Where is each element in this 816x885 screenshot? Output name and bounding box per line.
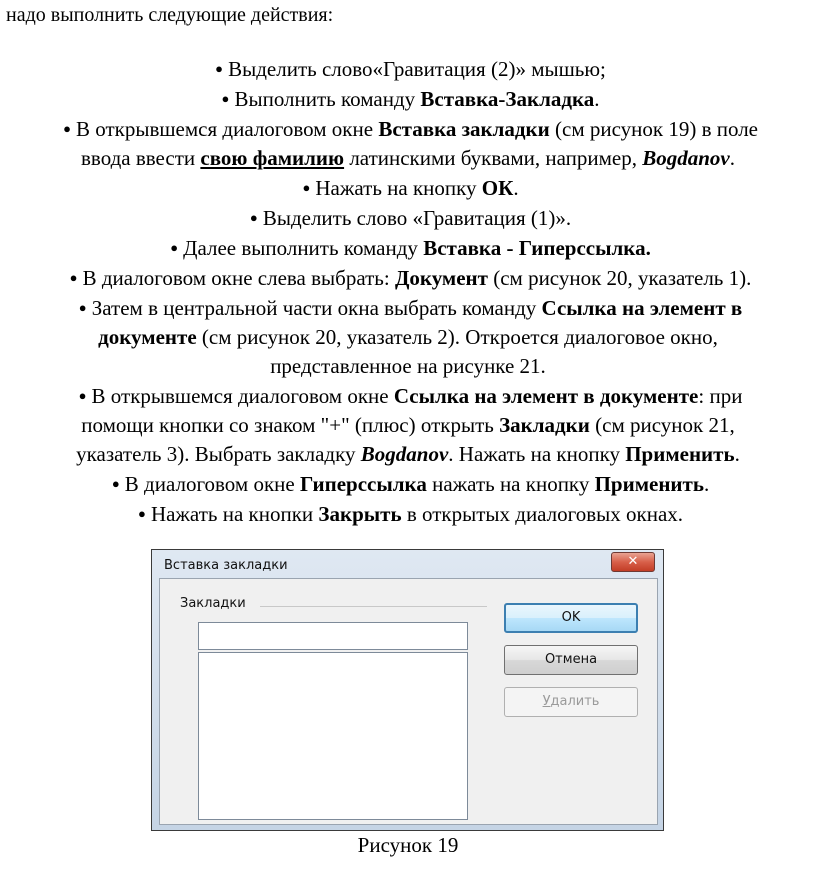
step-text: В диалоговом окне слева выбрать: bbox=[82, 266, 395, 290]
step-bold: Применить bbox=[625, 442, 735, 466]
step-9 bbox=[0, 381, 816, 469]
cancel-button[interactable]: Отмена bbox=[504, 645, 638, 675]
step-text: В диалоговом окне bbox=[124, 472, 300, 496]
step-text: Далее выполнить команду bbox=[183, 236, 424, 260]
insert-bookmark-dialog bbox=[151, 549, 664, 831]
step-text: ввода ввести bbox=[81, 146, 201, 170]
step-bold: ОК bbox=[481, 176, 514, 200]
group-divider bbox=[260, 606, 487, 607]
step-text: в открытых диалоговых окнах. bbox=[401, 502, 684, 526]
close-icon[interactable]: ✕ bbox=[611, 552, 655, 572]
step-text: Выделить слово«Гравитация (2)» мышью; bbox=[228, 57, 606, 81]
step-text: : при bbox=[698, 384, 743, 408]
step-bold: Вставка закладки bbox=[378, 117, 550, 141]
bullet-icon: ● bbox=[302, 180, 311, 195]
steps-list bbox=[0, 54, 816, 529]
step-text: помощи кнопки со знаком "+" (плюс) открыть bbox=[81, 413, 500, 437]
ok-button[interactable]: OK bbox=[504, 603, 638, 633]
step-text: . Нажать на кнопку bbox=[448, 442, 626, 466]
step-text: (см рисунок 21, bbox=[589, 413, 735, 437]
bookmarks-group-label: Закладки bbox=[180, 596, 250, 611]
step-text: указатель 3). Выбрать закладку bbox=[76, 442, 361, 466]
step-text: представленное на рисунке 21. bbox=[270, 354, 546, 378]
dialog-client-area bbox=[159, 578, 658, 825]
bullet-icon: ● bbox=[221, 91, 230, 106]
step-bold: Гиперссылка bbox=[299, 472, 427, 496]
step-2 bbox=[0, 84, 816, 114]
step-text: (см рисунок 20, указатель 1). bbox=[487, 266, 752, 290]
dialog-title: Вставка закладки bbox=[164, 558, 288, 573]
step-text: . bbox=[734, 442, 740, 466]
step-11 bbox=[0, 499, 816, 529]
bookmarks-list[interactable] bbox=[198, 652, 468, 820]
step-text: (см рисунок 19) в поле bbox=[549, 117, 758, 141]
step-7 bbox=[0, 263, 816, 293]
bullet-icon: ● bbox=[78, 388, 87, 403]
step-underlined: свою фамилию bbox=[200, 146, 345, 170]
step-4 bbox=[0, 173, 816, 203]
figure-caption: Рисунок 19 bbox=[357, 833, 459, 857]
step-bold: Применить bbox=[594, 472, 704, 496]
bullet-icon: ● bbox=[249, 210, 258, 225]
step-text: Нажать на кнопки bbox=[150, 502, 319, 526]
step-text: В открывшемся диалоговом окне bbox=[76, 117, 379, 141]
step-bold: Ссылка на элемент в bbox=[541, 296, 743, 320]
step-text: Затем в центральной части окна выбрать команду bbox=[91, 296, 542, 320]
step-text: латинскими буквами, например, bbox=[344, 146, 643, 170]
delete-label-rest: далить bbox=[550, 694, 600, 709]
step-text: . bbox=[513, 176, 519, 200]
step-bold: Закладки bbox=[499, 413, 590, 437]
step-bold: Документ bbox=[394, 266, 488, 290]
bullet-icon: ● bbox=[69, 270, 78, 285]
bullet-icon: ● bbox=[215, 61, 224, 76]
step-10 bbox=[0, 469, 816, 499]
step-bold: Закрыть bbox=[318, 502, 402, 526]
step-bold-italic: Bogdanov bbox=[642, 146, 730, 170]
step-bold: Вставка-Закладка bbox=[420, 87, 595, 111]
step-text: Выполнить команду bbox=[234, 87, 421, 111]
step-bold: документе bbox=[98, 325, 197, 349]
step-8 bbox=[0, 293, 816, 381]
bookmark-name-input[interactable] bbox=[198, 622, 468, 650]
step-1 bbox=[0, 54, 816, 84]
step-5 bbox=[0, 203, 816, 233]
bullet-icon: ● bbox=[78, 300, 87, 315]
bullet-icon: ● bbox=[63, 121, 71, 136]
bullet-icon: ● bbox=[170, 240, 179, 255]
step-text: . bbox=[594, 87, 600, 111]
bullet-icon: ● bbox=[111, 476, 120, 491]
step-text: Нажать на кнопку bbox=[315, 176, 482, 200]
step-text: В открывшемся диалоговом окне bbox=[91, 384, 394, 408]
step-text: (см рисунок 20, указатель 2). Откроется диалоговое окно, bbox=[196, 325, 718, 349]
delete-button[interactable] bbox=[504, 687, 638, 717]
step-6 bbox=[0, 233, 816, 263]
step-text: . bbox=[729, 146, 735, 170]
delete-accel-letter: У bbox=[542, 694, 551, 709]
step-3 bbox=[0, 114, 816, 173]
step-text: . bbox=[703, 472, 710, 496]
step-bold: Вставка - Гиперссылка. bbox=[423, 236, 651, 260]
bullet-icon: ● bbox=[138, 506, 146, 521]
step-text: нажать на кнопку bbox=[426, 472, 595, 496]
step-text: Выделить слово «Гравитация (1)». bbox=[262, 206, 572, 230]
intro-text: надо выполнить следующие действия: bbox=[6, 4, 334, 26]
step-bold-italic: Bogdanov bbox=[360, 442, 449, 466]
step-bold: Ссылка на элемент в документе bbox=[393, 384, 699, 408]
